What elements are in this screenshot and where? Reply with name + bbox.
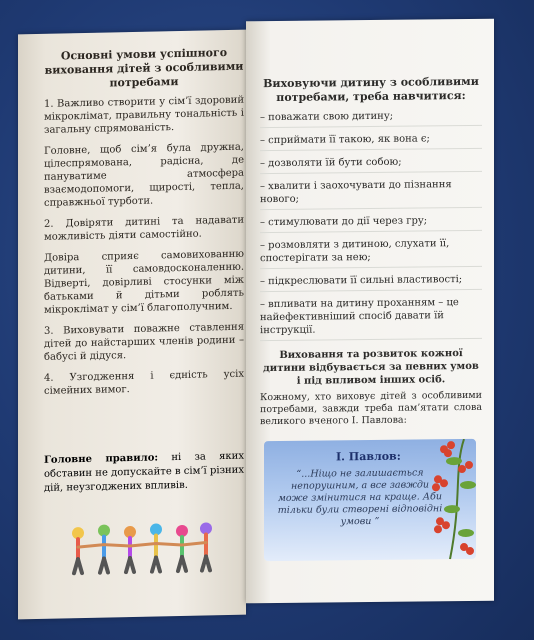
advice-item: – поважати свою дитину;	[260, 109, 482, 128]
point-2: 2. Довіряти дитині та надавати можливість діяти самостійно.	[44, 214, 244, 243]
point-1: 1. Важливо створити у сім’ї здоровий мікроклімат, правильну тональність і загальну спрямованість.	[44, 94, 244, 136]
left-content	[44, 46, 244, 406]
point-1-detail: Головне, щоб сім’я була дружна, цілеспрямована, радісна, де пануватиме атмосфера взаємодопомоги, щирості, тепла, справжньої турботи.	[44, 141, 244, 209]
quote-text: “...Ніщо не залишається непорушним, а все завжди може змінитися на краще. Аби тільки були створені відповідні умови ”	[277, 467, 443, 528]
main-rule	[44, 450, 244, 496]
right-content	[260, 75, 482, 428]
pavlov-quote-card	[264, 439, 476, 561]
advice-item: – стимулювати до дії через гру;	[260, 214, 482, 233]
advice-item: – сприймати її такою, як вона є;	[260, 132, 482, 151]
quote-author: І. Павлов:	[336, 449, 401, 464]
upbringing-subhead: Виховання та розвиток кожної дитини відбувається за певних умов і під впливом інших осіб.	[263, 348, 479, 387]
point-2-detail: Довіра сприяє самовихованню дитини, її самовдосконаленню. Відверті, довірливі стосунки між батьками й дітьми роблять мікроклімат у сім’ї благополучним.	[44, 248, 244, 316]
children-holding-hands-icon	[66, 516, 216, 579]
advice-item: – підкреслювати її сильні властивості;	[260, 273, 482, 292]
rule-title: Головне правило:	[44, 452, 159, 466]
point-3: 3. Виховувати поважне ставлення дітей до найстарших членів родини – бабусі й дідуся.	[44, 321, 244, 363]
right-heading: Виховуючи дитину з особливими потребами, треба навчитися:	[263, 74, 479, 104]
left-heading: Основні умови успішного виховання дітей з особливими потребами	[44, 46, 244, 90]
left-page	[18, 30, 246, 620]
advice-item: – дозволяти їй бути собою;	[260, 155, 482, 174]
advice-item: – впливати на дитину проханням – це найефективніший спосіб давати їй інструкції.	[260, 296, 482, 341]
advice-item: – хвалити і заохочувати до пізнання нового;	[260, 178, 482, 210]
closing-text: Кожному, хто виховує дітей з особливими потребами, завжди треба пам’ятати слова великого вченого І. Павлова:	[260, 389, 482, 428]
rowan-berries-icon	[414, 439, 476, 560]
rule-text: ні за яких обставин не допускайте в сім’ї різних дій, неузгоджених впливів.	[44, 450, 244, 494]
advice-item: – розмовляти з дитиною, слухати її, спостерігати за нею;	[260, 237, 482, 269]
point-4: 4. Узгодження і єдність усіх сімейних вимог.	[44, 368, 244, 397]
right-page	[246, 19, 494, 604]
